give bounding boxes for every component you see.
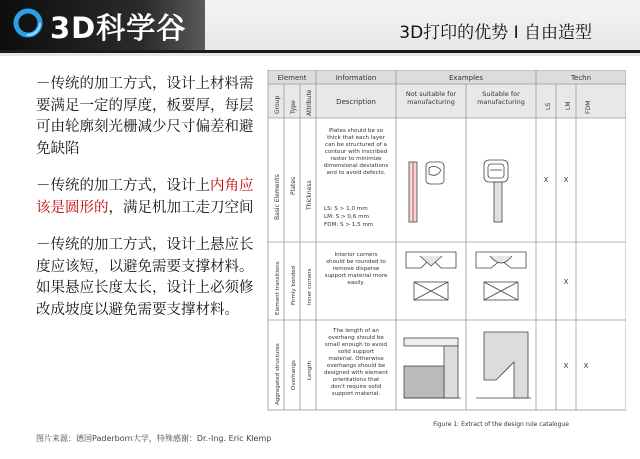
logo-ring-icon bbox=[12, 7, 44, 39]
row3-attribute: Length bbox=[307, 361, 313, 380]
col-ls: LS bbox=[545, 102, 552, 110]
row3-mark-fdm: X bbox=[583, 362, 589, 370]
row1-attribute: Thickness bbox=[306, 180, 313, 210]
row2-description: Interior corners should be rounded to remove disperse support material more easily. bbox=[324, 252, 388, 286]
col-not-suitable: Not suitable for manufacturing bbox=[405, 90, 457, 106]
col-lm: LM bbox=[565, 101, 572, 110]
row1-mark-ls: X bbox=[543, 176, 549, 184]
plate-not-suitable-drawing bbox=[409, 162, 444, 222]
logo-bar bbox=[0, 0, 205, 53]
slide-title: 3D打印的优势 I 自由造型 bbox=[399, 23, 592, 43]
col-information: Information bbox=[335, 74, 377, 82]
image-credit: 图片来源：德国Paderborn大学，特殊感谢：Dr.-Ing. Eric Klemp bbox=[36, 434, 272, 443]
bullet-list bbox=[36, 74, 256, 337]
bullet-2-prefix: －传统的加工方式，设计上 bbox=[36, 178, 210, 194]
bullet-2-highlight: 内角应该是圆形的 bbox=[36, 178, 254, 216]
row3-group: Aggregated structures bbox=[275, 343, 281, 405]
overhang-not-suitable-drawing bbox=[404, 338, 461, 398]
figure-caption: Figure 1: Extract of the design rule catalogue bbox=[433, 421, 569, 428]
col-techn: Techn bbox=[570, 74, 592, 82]
row2-type: Firmly bonded bbox=[291, 265, 297, 305]
col-element: Element bbox=[277, 74, 307, 82]
row2-mark-lm: X bbox=[563, 278, 569, 286]
logo-text: 3D科学谷 bbox=[50, 11, 187, 45]
row2-group: Element transitions bbox=[275, 261, 281, 315]
row3-mark-lm: X bbox=[563, 362, 569, 370]
plate-suitable-drawing bbox=[484, 160, 508, 222]
corner-suitable-drawing bbox=[476, 252, 526, 300]
row1-group: Basic Elements bbox=[274, 174, 281, 220]
technology-marks bbox=[544, 176, 589, 370]
row2-attribute: Inner corners bbox=[307, 268, 313, 305]
row3-type: Overhangs bbox=[291, 360, 297, 390]
col-group: Group bbox=[274, 95, 281, 114]
slide-header bbox=[0, 0, 640, 56]
col-examples: Examples bbox=[448, 74, 484, 82]
header-divider bbox=[205, 50, 640, 53]
col-type: Type bbox=[290, 100, 297, 114]
row3-description: The length of an overhang should be small enough to avoid solid support material. Otherwise overhangs should be designed with element orientations that don't require solid support material. bbox=[323, 328, 389, 397]
bullet-2-suffix: ，满足机加工走刀空间 bbox=[108, 199, 254, 216]
design-rule-table bbox=[266, 70, 626, 445]
col-attribute: Attribute bbox=[306, 89, 313, 116]
row1-type: Plates bbox=[290, 176, 297, 195]
overhang-suitable-drawing bbox=[476, 332, 531, 398]
bullet-3: －传统的加工方式，设计上悬应长度应该短，以避免需要支撑材料。如果悬应长度太长，设计上必须修改成坡度以避免需要支撑材料。 bbox=[36, 237, 254, 318]
col-fdm: FDM bbox=[585, 100, 592, 114]
design-rule-figure bbox=[266, 70, 626, 445]
col-description: Description bbox=[336, 98, 376, 106]
bullet-2 bbox=[36, 176, 256, 219]
col-suitable: Suitable for manufacturing bbox=[477, 90, 525, 106]
row1-description: Plates should be so thick that each layer can be structured of a contour with inscribed raster to minimize dimensional deviations and to avoid defects. bbox=[323, 128, 389, 176]
row1-mark-lm: X bbox=[563, 176, 569, 184]
corner-not-suitable-drawing bbox=[406, 252, 456, 300]
bullet-1: －传统的加工方式，设计上材料需要满足一定的厚度，板要厚，每层可由轮廓刻光栅减少尺寸偏差和避免缺陷 bbox=[36, 76, 254, 157]
row1-specs: LS: S > 1,0 mm LM: S > 0,6 mm FDM: S > 1,5 mm bbox=[324, 206, 374, 228]
